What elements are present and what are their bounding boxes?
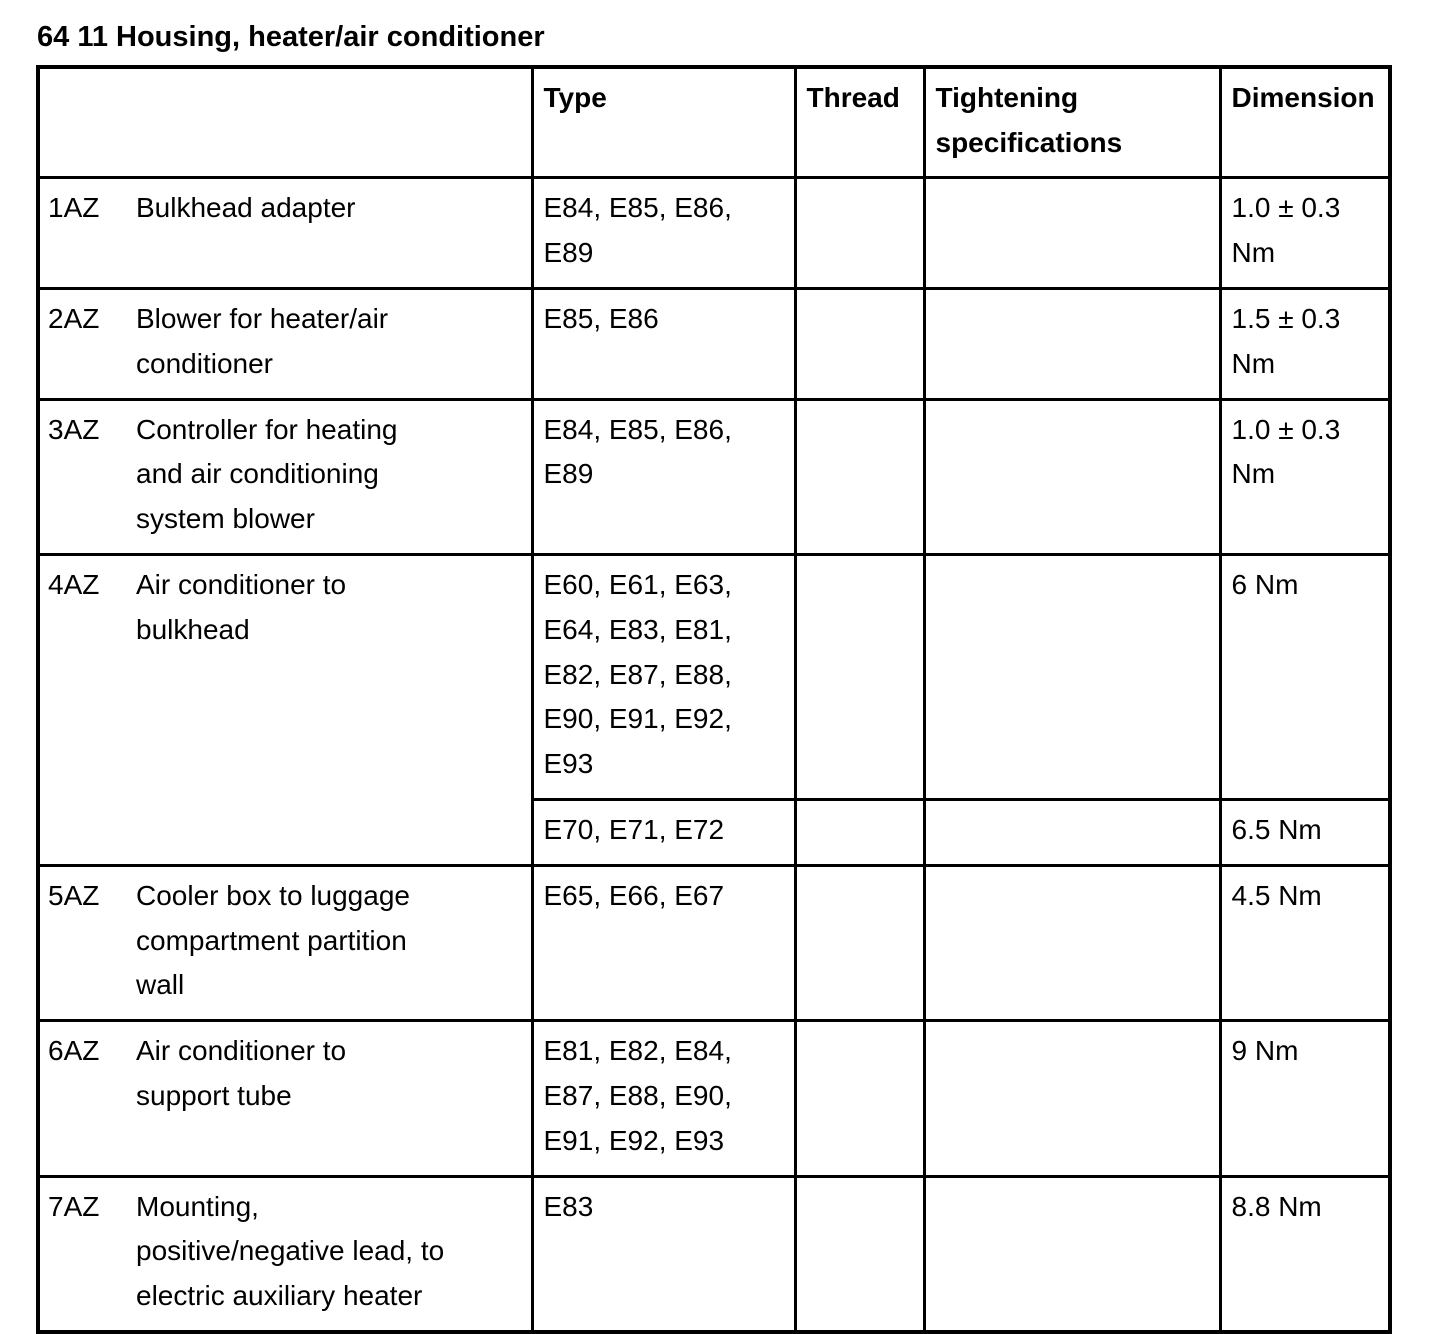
item-code: 3AZ <box>48 413 100 445</box>
dimension-cell: 6.5 Nm <box>1220 800 1390 866</box>
item-description: Blower for heater/air conditioner <box>136 303 389 379</box>
thread-cell <box>795 555 924 800</box>
tightening-specifications-cell <box>924 555 1220 800</box>
table-row <box>38 399 1390 554</box>
type-cell: E70, E71, E72 <box>532 800 795 866</box>
item-description: Air conditioner to support tube <box>136 1035 347 1112</box>
type-cell: E65, E66, E67 <box>532 865 795 1020</box>
column-header-tightening-specifications: Tightening specifications <box>924 67 1220 178</box>
item-code: 1AZ <box>48 192 100 224</box>
column-header-dimension: Dimension <box>1220 67 1390 178</box>
item-description: Controller for heating and air conditioning system blower <box>136 413 398 535</box>
thread-cell <box>795 178 924 289</box>
item-cell <box>38 178 532 289</box>
table-row <box>38 178 1390 289</box>
item-code: 6AZ <box>48 1035 100 1067</box>
thread-cell <box>795 800 924 866</box>
tightening-specifications-cell <box>924 399 1220 554</box>
header-row <box>38 67 1390 178</box>
table-row <box>38 289 1390 400</box>
item-cell <box>38 555 532 866</box>
item-description: Mounting, positive/negative lead, to electric auxiliary heater <box>136 1190 445 1312</box>
tightening-specifications-cell <box>924 1176 1220 1332</box>
item-description: Cooler box to luggage compartment partition wall <box>136 879 410 1001</box>
table-body <box>38 178 1390 1332</box>
type-cell: E60, E61, E63, E64, E83, E81, E82, E87, E88, E90, E91, E92, E93 <box>532 555 795 800</box>
column-header-thread: Thread <box>795 67 924 178</box>
table-row <box>38 1176 1390 1332</box>
table-row <box>38 555 1390 800</box>
thread-cell <box>795 1021 924 1176</box>
tightening-specifications-cell <box>924 289 1220 400</box>
item-code: 5AZ <box>48 879 100 911</box>
item-description: Bulkhead adapter <box>136 192 356 224</box>
table-row <box>38 865 1390 1020</box>
item-cell <box>38 865 532 1020</box>
tightening-specifications-cell <box>924 800 1220 866</box>
item-code: 4AZ <box>48 569 100 601</box>
item-cell <box>38 399 532 554</box>
thread-cell <box>795 1176 924 1332</box>
item-cell <box>38 1176 532 1332</box>
thread-cell <box>795 399 924 554</box>
torque-spec-table <box>36 65 1392 1334</box>
thread-cell <box>795 865 924 1020</box>
dimension-cell: 8.8 Nm <box>1220 1176 1390 1332</box>
type-cell: E83 <box>532 1176 795 1332</box>
type-cell: E84, E85, E86, E89 <box>532 178 795 289</box>
tightening-specifications-cell <box>924 178 1220 289</box>
column-header-item <box>38 67 532 178</box>
dimension-cell: 9 Nm <box>1220 1021 1390 1176</box>
tightening-specifications-cell <box>924 1021 1220 1176</box>
item-cell <box>38 289 532 400</box>
column-header-type: Type <box>532 67 795 178</box>
thread-cell <box>795 289 924 400</box>
type-cell: E85, E86 <box>532 289 795 400</box>
dimension-cell: 6 Nm <box>1220 555 1390 800</box>
item-cell <box>38 1021 532 1176</box>
tightening-specifications-cell <box>924 865 1220 1020</box>
page-title: 64 11 Housing, heater/air conditioner <box>37 21 545 53</box>
type-cell: E81, E82, E84, E87, E88, E90, E91, E92, E93 <box>532 1021 795 1176</box>
type-cell: E84, E85, E86, E89 <box>532 399 795 554</box>
dimension-cell: 1.5 ± 0.3 Nm <box>1220 289 1390 400</box>
dimension-cell: 4.5 Nm <box>1220 865 1390 1020</box>
item-code: 2AZ <box>48 303 100 335</box>
table-row <box>38 1021 1390 1176</box>
dimension-cell: 1.0 ± 0.3 Nm <box>1220 178 1390 289</box>
item-code: 7AZ <box>48 1190 100 1222</box>
dimension-cell: 1.0 ± 0.3 Nm <box>1220 399 1390 554</box>
item-description: Air conditioner to bulkhead <box>136 569 347 645</box>
